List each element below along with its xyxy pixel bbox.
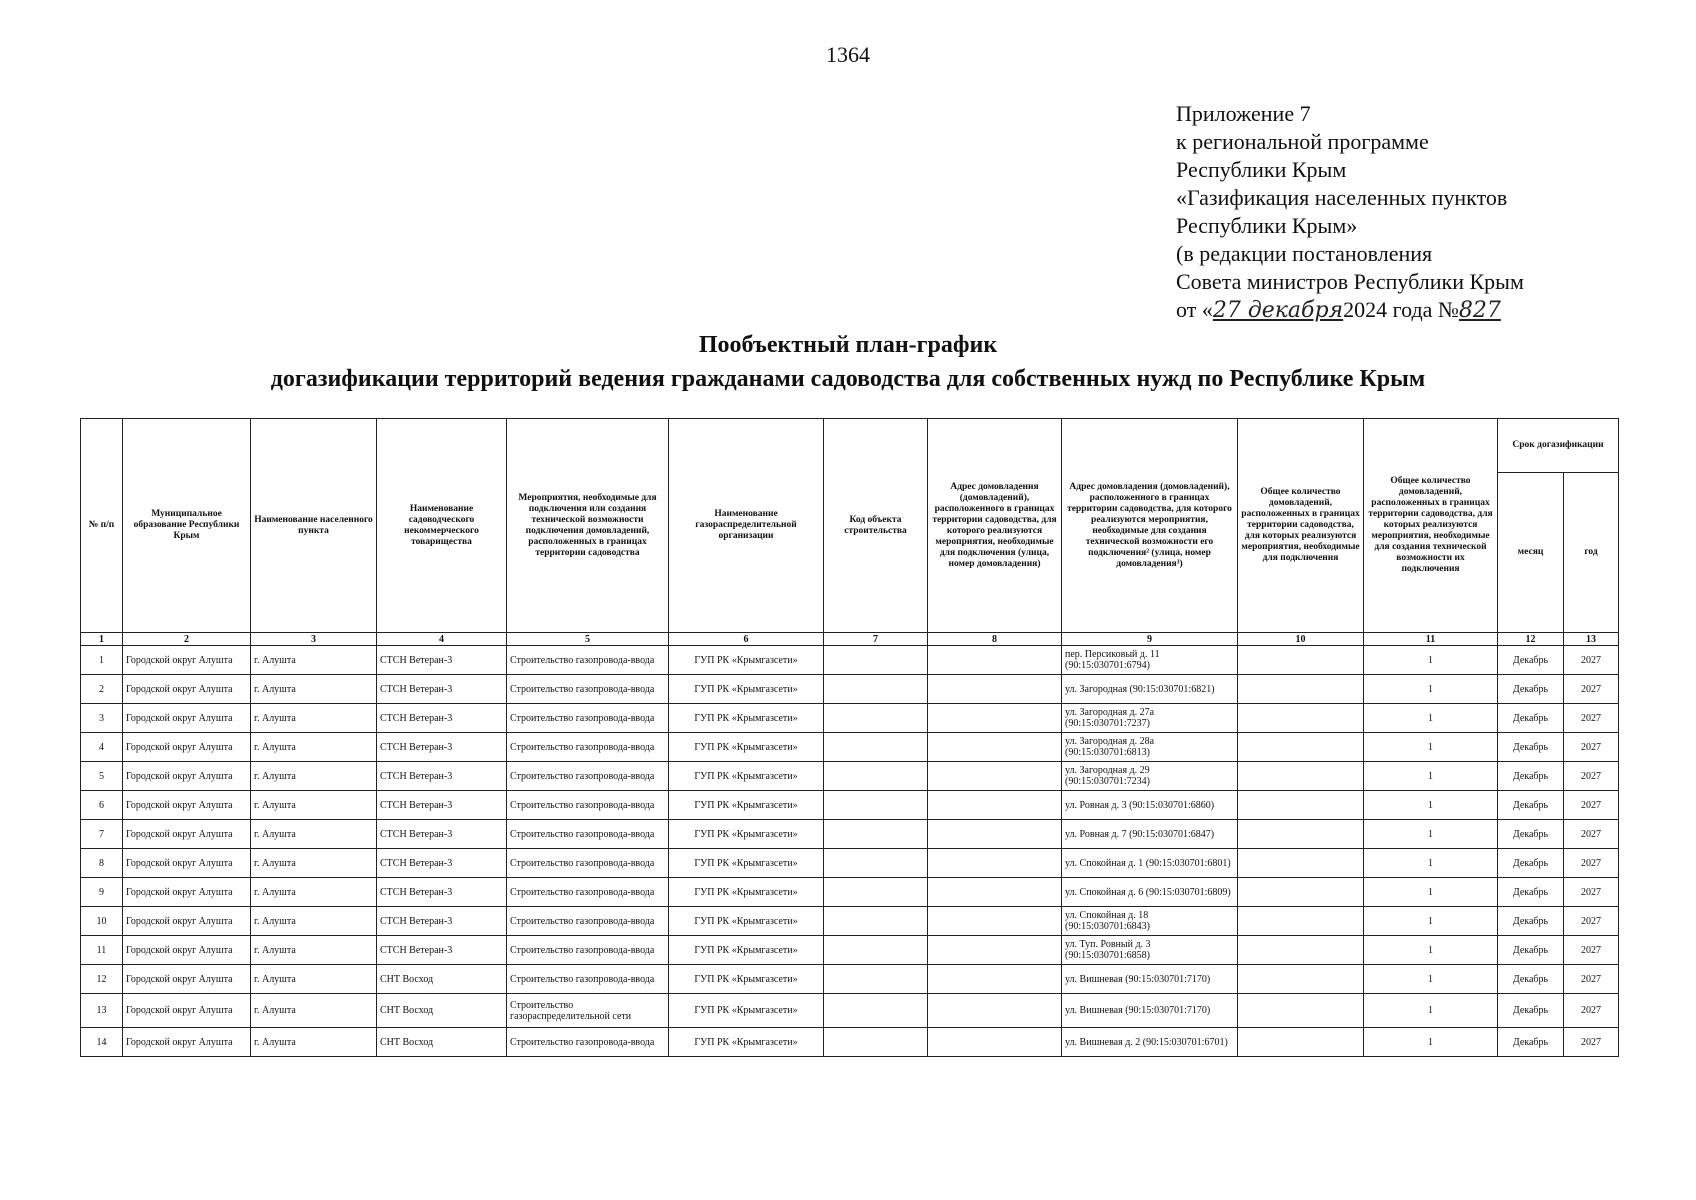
- partnership-cell: СТСН Ветеран-3: [377, 907, 507, 936]
- count-connection-cell: [1238, 762, 1364, 791]
- municipality-cell: Городской округ Алушта: [123, 675, 251, 704]
- partnership-cell: СТСН Ветеран-3: [377, 733, 507, 762]
- address-capability-cell: ул. Спокойная д. 1 (90:15:030701:6801): [1062, 849, 1238, 878]
- header-num: № п/п: [81, 419, 123, 633]
- gas-org-cell: ГУП РК «Крымгазсети»: [669, 878, 824, 907]
- column-number-row: [81, 633, 1619, 646]
- municipality-cell: Городской округ Алушта: [123, 762, 251, 791]
- address-capability-cell: ул. Вишневая (90:15:030701:7170): [1062, 994, 1238, 1028]
- count-capability-cell: 1: [1364, 733, 1498, 762]
- schedule-table-wrapper: [80, 418, 1618, 1057]
- year-cell: 2027: [1564, 994, 1619, 1028]
- appendix-date-line: [1176, 296, 1596, 325]
- settlement-cell: г. Алушта: [251, 762, 377, 791]
- gas-org-cell: ГУП РК «Крымгазсети»: [669, 849, 824, 878]
- row-number: 14: [81, 1028, 123, 1057]
- count-capability-cell: 1: [1364, 704, 1498, 733]
- partnership-cell: СТСН Ветеран-3: [377, 820, 507, 849]
- gas-org-cell: ГУП РК «Крымгазсети»: [669, 762, 824, 791]
- municipality-cell: Городской округ Алушта: [123, 878, 251, 907]
- address-connection-cell: [928, 994, 1062, 1028]
- appendix-line: Приложение 7: [1176, 101, 1311, 126]
- table-row: [81, 791, 1619, 820]
- settlement-cell: г. Алушта: [251, 791, 377, 820]
- count-capability-cell: 1: [1364, 1028, 1498, 1057]
- col-number: 11: [1364, 633, 1498, 646]
- partnership-cell: СНТ Восход: [377, 1028, 507, 1057]
- table-row: [81, 994, 1619, 1028]
- header-month: месяц: [1498, 473, 1564, 633]
- col-number: 8: [928, 633, 1062, 646]
- count-capability-cell: 1: [1364, 849, 1498, 878]
- settlement-cell: г. Алушта: [251, 849, 377, 878]
- table-row: [81, 704, 1619, 733]
- title-line-1: Пообъектный план-график: [698, 332, 998, 358]
- partnership-cell: СТСН Ветеран-3: [377, 704, 507, 733]
- settlement-cell: г. Алушта: [251, 878, 377, 907]
- object-code-cell: [824, 820, 928, 849]
- settlement-cell: г. Алушта: [251, 646, 377, 675]
- count-capability-cell: 1: [1364, 675, 1498, 704]
- month-cell: Декабрь: [1498, 733, 1564, 762]
- address-capability-cell: ул. Вишневая (90:15:030701:7170): [1062, 965, 1238, 994]
- gas-org-cell: ГУП РК «Крымгазсети»: [669, 791, 824, 820]
- month-cell: Декабрь: [1498, 907, 1564, 936]
- settlement-cell: г. Алушта: [251, 733, 377, 762]
- measures-cell: Строительство газопровода-ввода: [507, 820, 669, 849]
- row-number: 8: [81, 849, 123, 878]
- count-connection-cell: [1238, 704, 1364, 733]
- header-settlement: Наименование населенного пункта: [251, 419, 377, 633]
- appendix-block: [1176, 100, 1596, 325]
- table-row: [81, 646, 1619, 675]
- object-code-cell: [824, 907, 928, 936]
- partnership-cell: СТСН Ветеран-3: [377, 878, 507, 907]
- count-connection-cell: [1238, 675, 1364, 704]
- col-number: 6: [669, 633, 824, 646]
- municipality-cell: Городской округ Алушта: [123, 1028, 251, 1057]
- measures-cell: Строительство газопровода-ввода: [507, 1028, 669, 1057]
- count-connection-cell: [1238, 849, 1364, 878]
- address-capability-cell: ул. Спокойная д. 6 (90:15:030701:6809): [1062, 878, 1238, 907]
- gas-org-cell: ГУП РК «Крымгазсети»: [669, 820, 824, 849]
- object-code-cell: [824, 675, 928, 704]
- row-number: 7: [81, 820, 123, 849]
- gas-org-cell: ГУП РК «Крымгазсети»: [669, 675, 824, 704]
- measures-cell: Строительство газопровода-ввода: [507, 907, 669, 936]
- count-capability-cell: 1: [1364, 762, 1498, 791]
- row-number: 1: [81, 646, 123, 675]
- appendix-line: «Газификация населенных пунктов: [1176, 185, 1508, 210]
- count-connection-cell: [1238, 907, 1364, 936]
- count-connection-cell: [1238, 733, 1364, 762]
- address-connection-cell: [928, 849, 1062, 878]
- table-row: [81, 907, 1619, 936]
- month-cell: Декабрь: [1498, 936, 1564, 965]
- address-connection-cell: [928, 907, 1062, 936]
- col-number: 3: [251, 633, 377, 646]
- object-code-cell: [824, 936, 928, 965]
- year-cell: 2027: [1564, 936, 1619, 965]
- month-cell: Декабрь: [1498, 965, 1564, 994]
- measures-cell: Строительство газопровода-ввода: [507, 733, 669, 762]
- municipality-cell: Городской округ Алушта: [123, 936, 251, 965]
- year-cell: 2027: [1564, 762, 1619, 791]
- row-number: 4: [81, 733, 123, 762]
- appendix-line: Совета министров Республики Крым: [1176, 269, 1524, 294]
- address-connection-cell: [928, 733, 1062, 762]
- count-connection-cell: [1238, 936, 1364, 965]
- date-suffix: 2024 года №: [1343, 297, 1459, 322]
- row-number: 11: [81, 936, 123, 965]
- municipality-cell: Городской округ Алушта: [123, 994, 251, 1028]
- count-capability-cell: 1: [1364, 820, 1498, 849]
- appendix-line: Республики Крым: [1176, 157, 1347, 182]
- header-municipality: Муниципальное образование Республики Крым: [123, 419, 251, 633]
- year-cell: 2027: [1564, 733, 1619, 762]
- header-gas-org: Наименование газораспределительной организации: [669, 419, 824, 633]
- row-number: 3: [81, 704, 123, 733]
- year-cell: 2027: [1564, 704, 1619, 733]
- address-capability-cell: ул. Загородная д. 29 (90:15:030701:7234): [1062, 762, 1238, 791]
- address-capability-cell: ул. Ровная д. 7 (90:15:030701:6847): [1062, 820, 1238, 849]
- address-capability-cell: ул. Загородная д. 28а (90:15:030701:6813): [1062, 733, 1238, 762]
- object-code-cell: [824, 733, 928, 762]
- table-row: [81, 762, 1619, 791]
- gas-org-cell: ГУП РК «Крымгазсети»: [669, 965, 824, 994]
- appendix-line: Республики Крым»: [1176, 213, 1358, 238]
- header-object-code: Код объекта строительства: [824, 419, 928, 633]
- year-cell: 2027: [1564, 820, 1619, 849]
- header-measures: Мероприятия, необходимые для подключения или создания технической возможности подключения домовладений, расположенных в границах территории садоводства: [507, 419, 669, 633]
- gas-org-cell: ГУП РК «Крымгазсети»: [669, 646, 824, 675]
- settlement-cell: г. Алушта: [251, 936, 377, 965]
- gas-org-cell: ГУП РК «Крымгазсети»: [669, 1028, 824, 1057]
- address-connection-cell: [928, 646, 1062, 675]
- address-connection-cell: [928, 762, 1062, 791]
- count-capability-cell: 1: [1364, 907, 1498, 936]
- header-year: год: [1564, 473, 1619, 633]
- settlement-cell: г. Алушта: [251, 1028, 377, 1057]
- address-connection-cell: [928, 704, 1062, 733]
- municipality-cell: Городской округ Алушта: [123, 820, 251, 849]
- count-capability-cell: 1: [1364, 965, 1498, 994]
- address-connection-cell: [928, 820, 1062, 849]
- appendix-line: (в редакции постановления: [1176, 241, 1433, 266]
- settlement-cell: г. Алушта: [251, 704, 377, 733]
- title-line-2: догазификации территорий ведения гражданами садоводства для собственных нужд по Республике Крым: [270, 366, 1426, 392]
- month-cell: Декабрь: [1498, 791, 1564, 820]
- year-cell: 2027: [1564, 791, 1619, 820]
- count-capability-cell: 1: [1364, 936, 1498, 965]
- partnership-cell: СТСН Ветеран-3: [377, 936, 507, 965]
- address-capability-cell: ул. Вишневая д. 2 (90:15:030701:6701): [1062, 1028, 1238, 1057]
- col-number: 13: [1564, 633, 1619, 646]
- table-row: [81, 965, 1619, 994]
- month-cell: Декабрь: [1498, 878, 1564, 907]
- address-connection-cell: [928, 1028, 1062, 1057]
- address-connection-cell: [928, 675, 1062, 704]
- header-deadline: Срок догазификации: [1498, 419, 1619, 473]
- object-code-cell: [824, 791, 928, 820]
- gas-org-cell: ГУП РК «Крымгазсети»: [669, 733, 824, 762]
- count-connection-cell: [1238, 965, 1364, 994]
- month-cell: Декабрь: [1498, 1028, 1564, 1057]
- header-count-capability: Общее количество домовладений, расположенных в границах территории садоводства, для которых реализуются мероприятия, необходимые для создания технической возможности их подключения: [1364, 419, 1498, 633]
- address-capability-cell: ул. Спокойная д. 18 (90:15:030701:6843): [1062, 907, 1238, 936]
- page-number: 1364: [826, 42, 870, 67]
- year-cell: 2027: [1564, 1028, 1619, 1057]
- measures-cell: Строительство газораспределительной сети: [507, 994, 669, 1028]
- year-cell: 2027: [1564, 849, 1619, 878]
- count-capability-cell: 1: [1364, 791, 1498, 820]
- col-number: 2: [123, 633, 251, 646]
- handwritten-date: 27 декабря: [1212, 298, 1344, 323]
- object-code-cell: [824, 762, 928, 791]
- row-number: 10: [81, 907, 123, 936]
- measures-cell: Строительство газопровода-ввода: [507, 762, 669, 791]
- count-connection-cell: [1238, 994, 1364, 1028]
- settlement-cell: г. Алушта: [251, 965, 377, 994]
- col-number: 12: [1498, 633, 1564, 646]
- address-capability-cell: ул. Туп. Ровный д. 3 (90:15:030701:6858): [1062, 936, 1238, 965]
- object-code-cell: [824, 646, 928, 675]
- table-row: [81, 878, 1619, 907]
- header-partnership: Наименование садоводческого некоммерческого товарищества: [377, 419, 507, 633]
- object-code-cell: [824, 849, 928, 878]
- count-connection-cell: [1238, 1028, 1364, 1057]
- municipality-cell: Городской округ Алушта: [123, 704, 251, 733]
- row-number: 5: [81, 762, 123, 791]
- year-cell: 2027: [1564, 675, 1619, 704]
- partnership-cell: СНТ Восход: [377, 965, 507, 994]
- count-capability-cell: 1: [1364, 646, 1498, 675]
- count-connection-cell: [1238, 791, 1364, 820]
- col-number: 9: [1062, 633, 1238, 646]
- measures-cell: Строительство газопровода-ввода: [507, 965, 669, 994]
- object-code-cell: [824, 965, 928, 994]
- month-cell: Декабрь: [1498, 646, 1564, 675]
- header-count-connection: Общее количество домовладений, расположенных в границах территории садоводства, для которых реализуются мероприятия, необходимые для подключения: [1238, 419, 1364, 633]
- partnership-cell: СТСН Ветеран-3: [377, 791, 507, 820]
- measures-cell: Строительство газопровода-ввода: [507, 878, 669, 907]
- address-connection-cell: [928, 878, 1062, 907]
- table-body: [81, 646, 1619, 1057]
- address-connection-cell: [928, 791, 1062, 820]
- appendix-line: к региональной программе: [1176, 129, 1429, 154]
- municipality-cell: Городской округ Алушта: [123, 907, 251, 936]
- col-number: 1: [81, 633, 123, 646]
- address-capability-cell: ул. Загородная д. 27а (90:15:030701:7237): [1062, 704, 1238, 733]
- measures-cell: Строительство газопровода-ввода: [507, 849, 669, 878]
- table-row: [81, 936, 1619, 965]
- address-capability-cell: пер. Персиковый д. 11 (90:15:030701:6794): [1062, 646, 1238, 675]
- handwritten-number: 827: [1458, 298, 1501, 323]
- table-row: [81, 849, 1619, 878]
- header-address-connection: Адрес домовладения (домовладений), расположенного в границах территории садоводства, для которого реализуются мероприятия, необходимые для подключения (улица, номер домовладения): [928, 419, 1062, 633]
- col-number: 4: [377, 633, 507, 646]
- col-number: 5: [507, 633, 669, 646]
- month-cell: Декабрь: [1498, 762, 1564, 791]
- municipality-cell: Городской округ Алушта: [123, 791, 251, 820]
- measures-cell: Строительство газопровода-ввода: [507, 936, 669, 965]
- header-address-capability: Адрес домовладения (домовладений), расположенного в границах территории садоводства, для которого реализуются мероприятия, необходимые для создания технической возможности его подключения² (улица, номер домовладения³): [1062, 419, 1238, 633]
- municipality-cell: Городской округ Алушта: [123, 733, 251, 762]
- month-cell: Декабрь: [1498, 820, 1564, 849]
- partnership-cell: СНТ Восход: [377, 994, 507, 1028]
- measures-cell: Строительство газопровода-ввода: [507, 704, 669, 733]
- year-cell: 2027: [1564, 878, 1619, 907]
- settlement-cell: г. Алушта: [251, 820, 377, 849]
- date-prefix: от «: [1176, 297, 1213, 322]
- month-cell: Декабрь: [1498, 704, 1564, 733]
- object-code-cell: [824, 1028, 928, 1057]
- partnership-cell: СТСН Ветеран-3: [377, 646, 507, 675]
- municipality-cell: Городской округ Алушта: [123, 849, 251, 878]
- schedule-table: [80, 418, 1619, 1057]
- row-number: 12: [81, 965, 123, 994]
- year-cell: 2027: [1564, 646, 1619, 675]
- count-capability-cell: 1: [1364, 878, 1498, 907]
- municipality-cell: Городской округ Алушта: [123, 965, 251, 994]
- table-row: [81, 820, 1619, 849]
- count-connection-cell: [1238, 646, 1364, 675]
- table-row: [81, 1028, 1619, 1057]
- object-code-cell: [824, 878, 928, 907]
- year-cell: 2027: [1564, 907, 1619, 936]
- row-number: 9: [81, 878, 123, 907]
- gas-org-cell: ГУП РК «Крымгазсети»: [669, 936, 824, 965]
- municipality-cell: Городской округ Алушта: [123, 646, 251, 675]
- table-row: [81, 733, 1619, 762]
- col-number: 7: [824, 633, 928, 646]
- gas-org-cell: ГУП РК «Крымгазсети»: [669, 704, 824, 733]
- gas-org-cell: ГУП РК «Крымгазсети»: [669, 994, 824, 1028]
- address-capability-cell: ул. Ровная д. 3 (90:15:030701:6860): [1062, 791, 1238, 820]
- row-number: 6: [81, 791, 123, 820]
- month-cell: Декабрь: [1498, 849, 1564, 878]
- month-cell: Декабрь: [1498, 994, 1564, 1028]
- count-capability-cell: 1: [1364, 994, 1498, 1028]
- address-connection-cell: [928, 936, 1062, 965]
- month-cell: Декабрь: [1498, 675, 1564, 704]
- year-cell: 2027: [1564, 965, 1619, 994]
- count-connection-cell: [1238, 878, 1364, 907]
- document-title: [0, 328, 1696, 396]
- settlement-cell: г. Алушта: [251, 907, 377, 936]
- partnership-cell: СТСН Ветеран-3: [377, 762, 507, 791]
- settlement-cell: г. Алушта: [251, 675, 377, 704]
- table-row: [81, 675, 1619, 704]
- object-code-cell: [824, 704, 928, 733]
- gas-org-cell: ГУП РК «Крымгазсети»: [669, 907, 824, 936]
- partnership-cell: СТСН Ветеран-3: [377, 675, 507, 704]
- measures-cell: Строительство газопровода-ввода: [507, 791, 669, 820]
- measures-cell: Строительство газопровода-ввода: [507, 675, 669, 704]
- measures-cell: Строительство газопровода-ввода: [507, 646, 669, 675]
- row-number: 2: [81, 675, 123, 704]
- col-number: 10: [1238, 633, 1364, 646]
- row-number: 13: [81, 994, 123, 1028]
- count-connection-cell: [1238, 820, 1364, 849]
- settlement-cell: г. Алушта: [251, 994, 377, 1028]
- object-code-cell: [824, 994, 928, 1028]
- address-capability-cell: ул. Загородная (90:15:030701:6821): [1062, 675, 1238, 704]
- address-connection-cell: [928, 965, 1062, 994]
- partnership-cell: СТСН Ветеран-3: [377, 849, 507, 878]
